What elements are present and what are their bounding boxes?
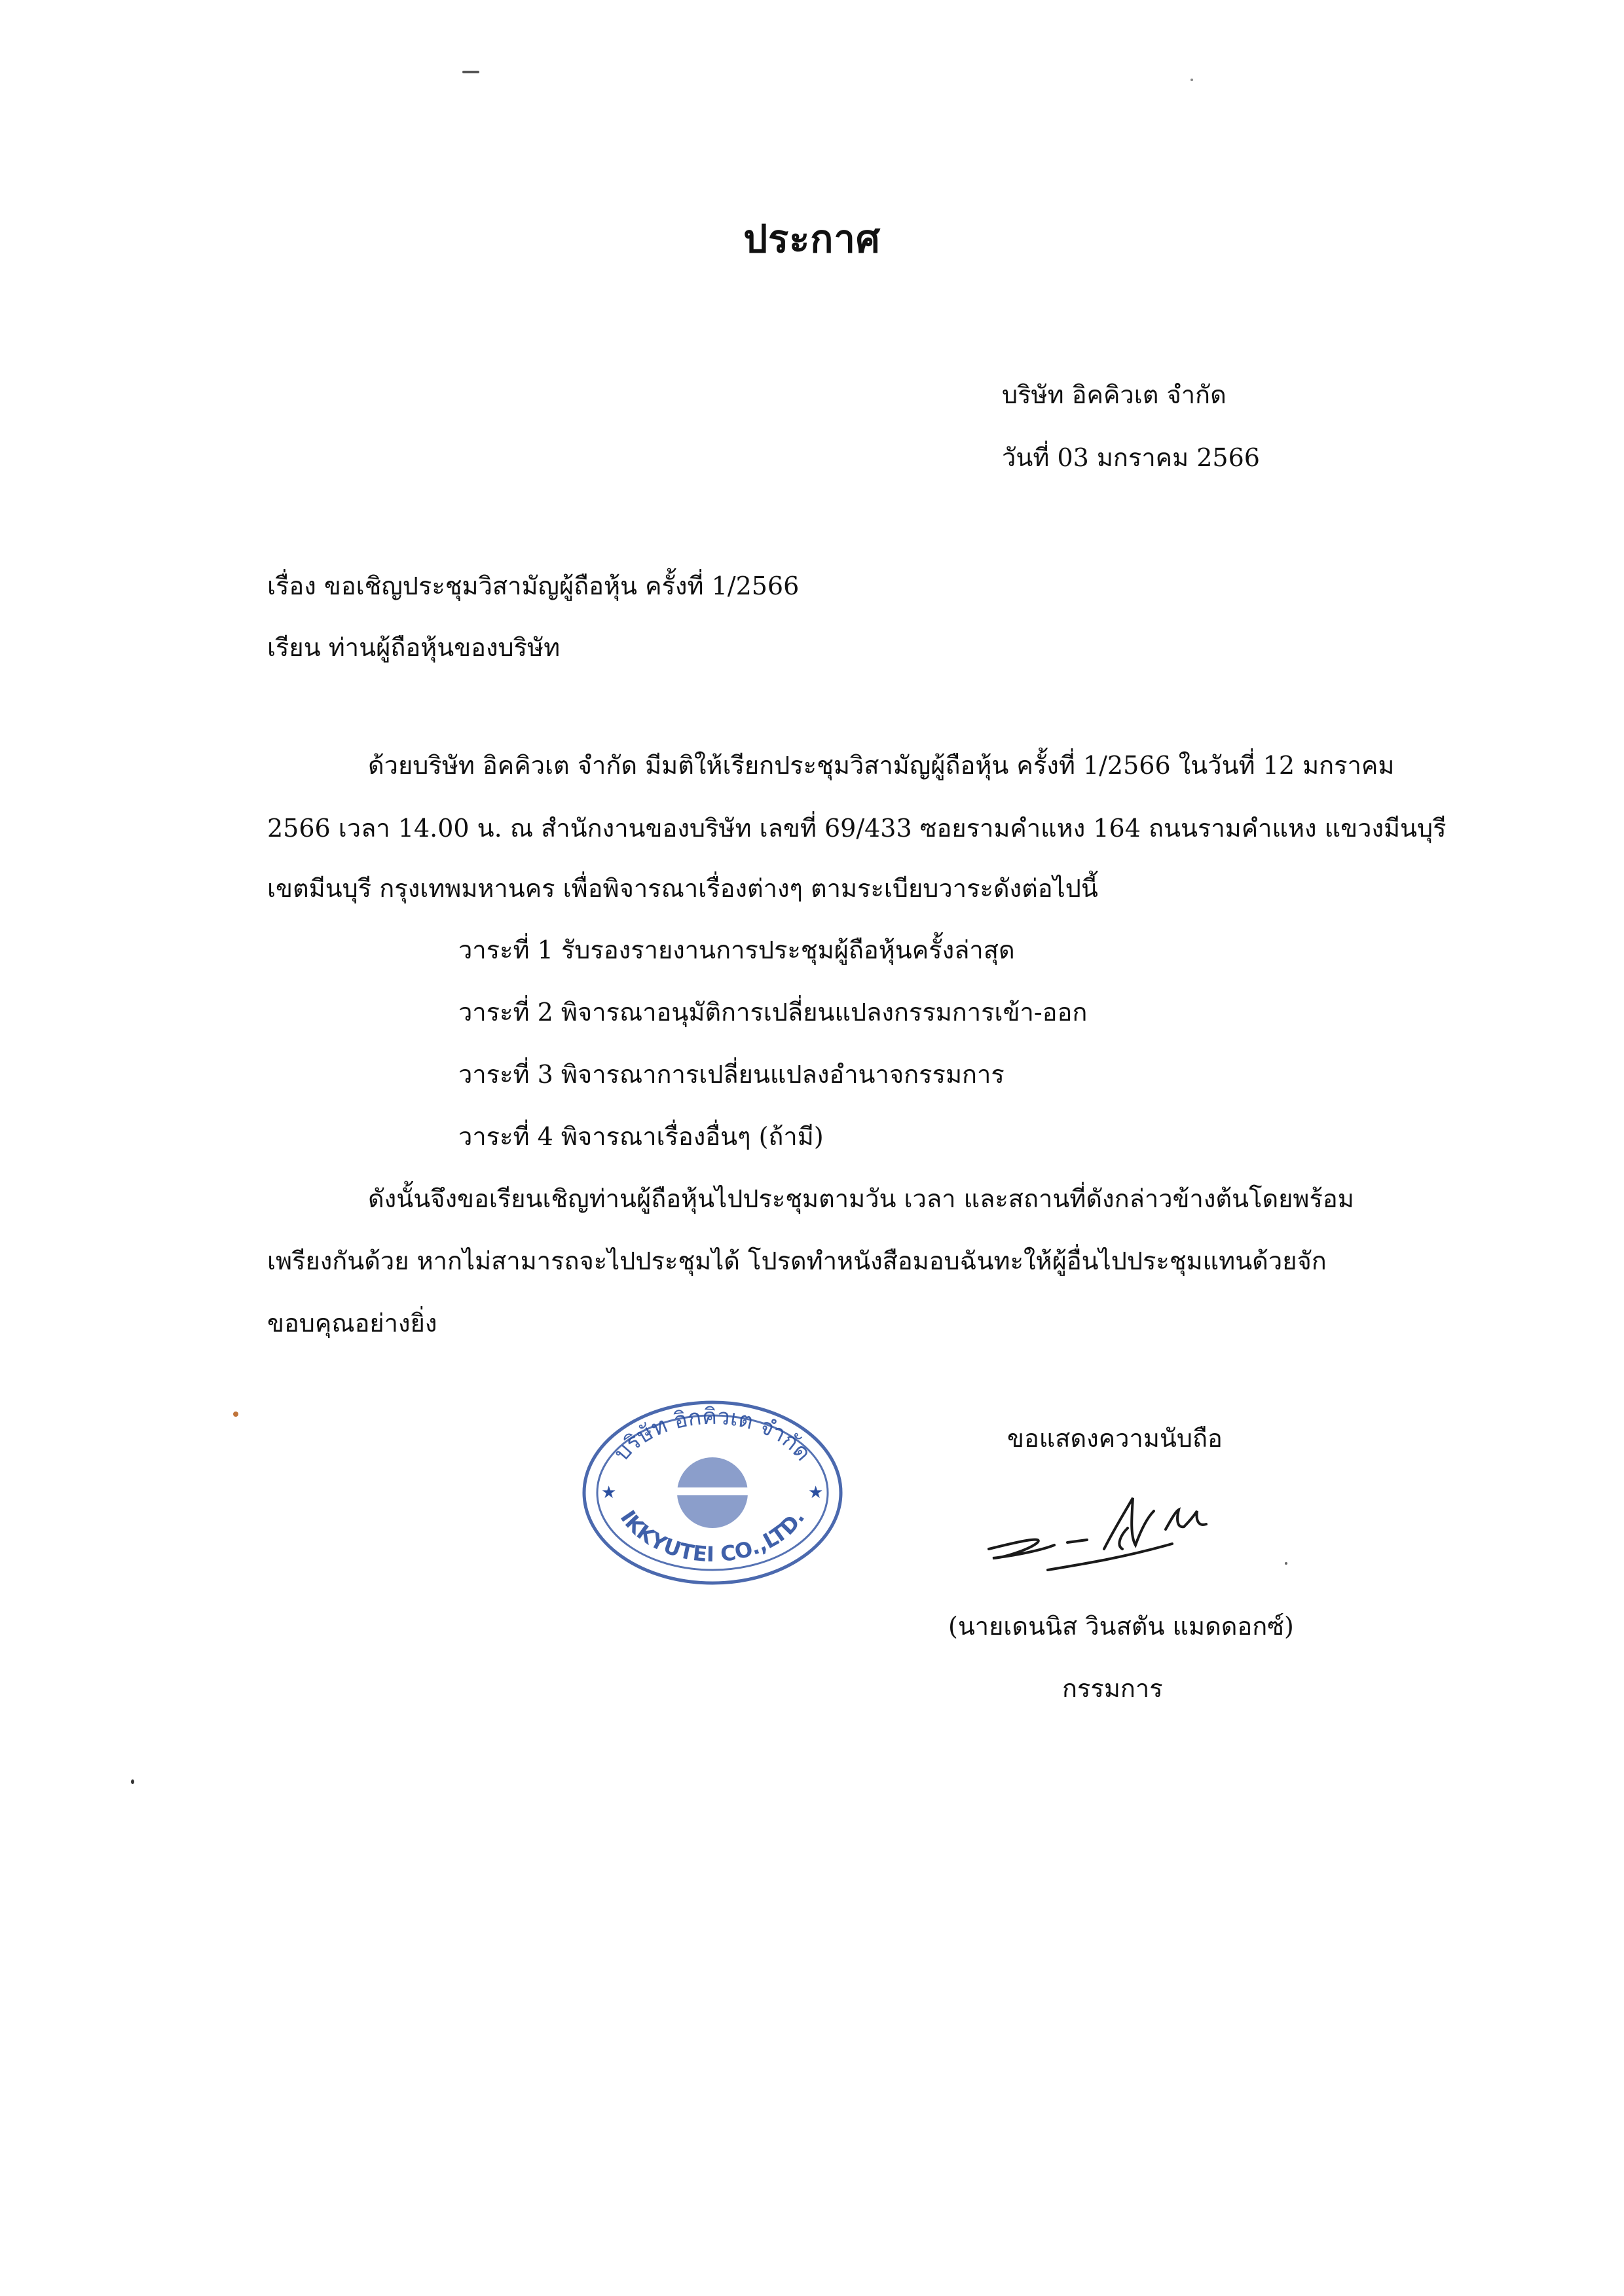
scan-speck [131,1779,134,1784]
star-icon: ★ [601,1483,617,1503]
closing-line: เพรียงกันด้วย หากไม่สามารถจะไปประชุมได้ โปรดทำหนังสือมอบฉันทะให้ผู้อื่นไปประชุมแทนด้วยจัก [267,1247,1327,1275]
closing-line: ดังนั้นจึงขอเรียนเชิญท่านผู้ถือหุ้นไปประชุมตามวัน เวลา และสถานที่ดังกล่าวข้างต้นโดยพร้อม [368,1184,1354,1213]
handwritten-signature [976,1472,1251,1583]
agenda-item: วาระที่ 4 พิจารณาเรื่องอื่นๆ (ถ้ามี) [458,1122,824,1151]
agenda-item: วาระที่ 2 พิจารณาอนุมัติการเปลี่ยนแปลงกรรมการเข้า-ออก [458,998,1088,1027]
agenda-item: วาระที่ 1 รับรองรายงานการประชุมผู้ถือหุ้นครั้งล่าสุด [458,936,1015,964]
stamp-english-text: IKKYUTEI CO.,LTD. [615,1506,810,1567]
agenda-item: วาระที่ 3 พิจารณาการเปลี่ยนแปลงอำนาจกรรมการ [458,1060,1005,1089]
document-date: วันที่ 03 มกราคม 2566 [1002,443,1260,472]
scan-speck [462,71,479,73]
scan-speck [233,1412,238,1417]
scan-speck [1190,79,1193,81]
subject-line: เรื่อง ขอเชิญประชุมวิสามัญผู้ถือหุ้น ครั้งที่ 1/2566 [267,572,800,600]
signer-name: (นายเดนนิส วินสตัน แมดดอกซ์) [948,1612,1294,1641]
signer-position: กรรมการ [1062,1674,1163,1703]
salutation-line: เรียน ท่านผู้ถือหุ้นของบริษัท [267,633,561,662]
company-name: บริษัท อิคคิวเต จำกัด [1002,380,1227,409]
body-line: ด้วยบริษัท อิคคิวเต จำกัด มีมติให้เรียกประชุมวิสามัญผู้ถือหุ้น ครั้งที่ 1/2566 ในวันที่ 12 มกราคม [368,751,1395,780]
body-line: 2566 เวลา 14.00 น. ณ สำนักงานของบริษัท เลขที่ 69/433 ซอยรามคำแหง 164 ถนนรามคำแหง แขวงมีนบุรี [267,814,1447,843]
closing-regards: ขอแสดงความนับถือ [1007,1424,1223,1453]
stamp-center-logo [677,1457,748,1528]
star-icon: ★ [808,1483,824,1503]
scan-speck [1285,1562,1287,1565]
body-line: เขตมีนบุรี กรุงเทพมหานคร เพื่อพิจารณาเรื่องต่างๆ ตามระเบียบวาระดังต่อไปนี้ [267,874,1098,903]
company-stamp [575,1394,850,1591]
document-title: ประกาศ [743,217,881,261]
closing-line: ขอบคุณอย่างยิ่ง [267,1309,437,1338]
stamp-thai-text: บริษัท อิกคิวเต จำกัด [608,1403,817,1467]
